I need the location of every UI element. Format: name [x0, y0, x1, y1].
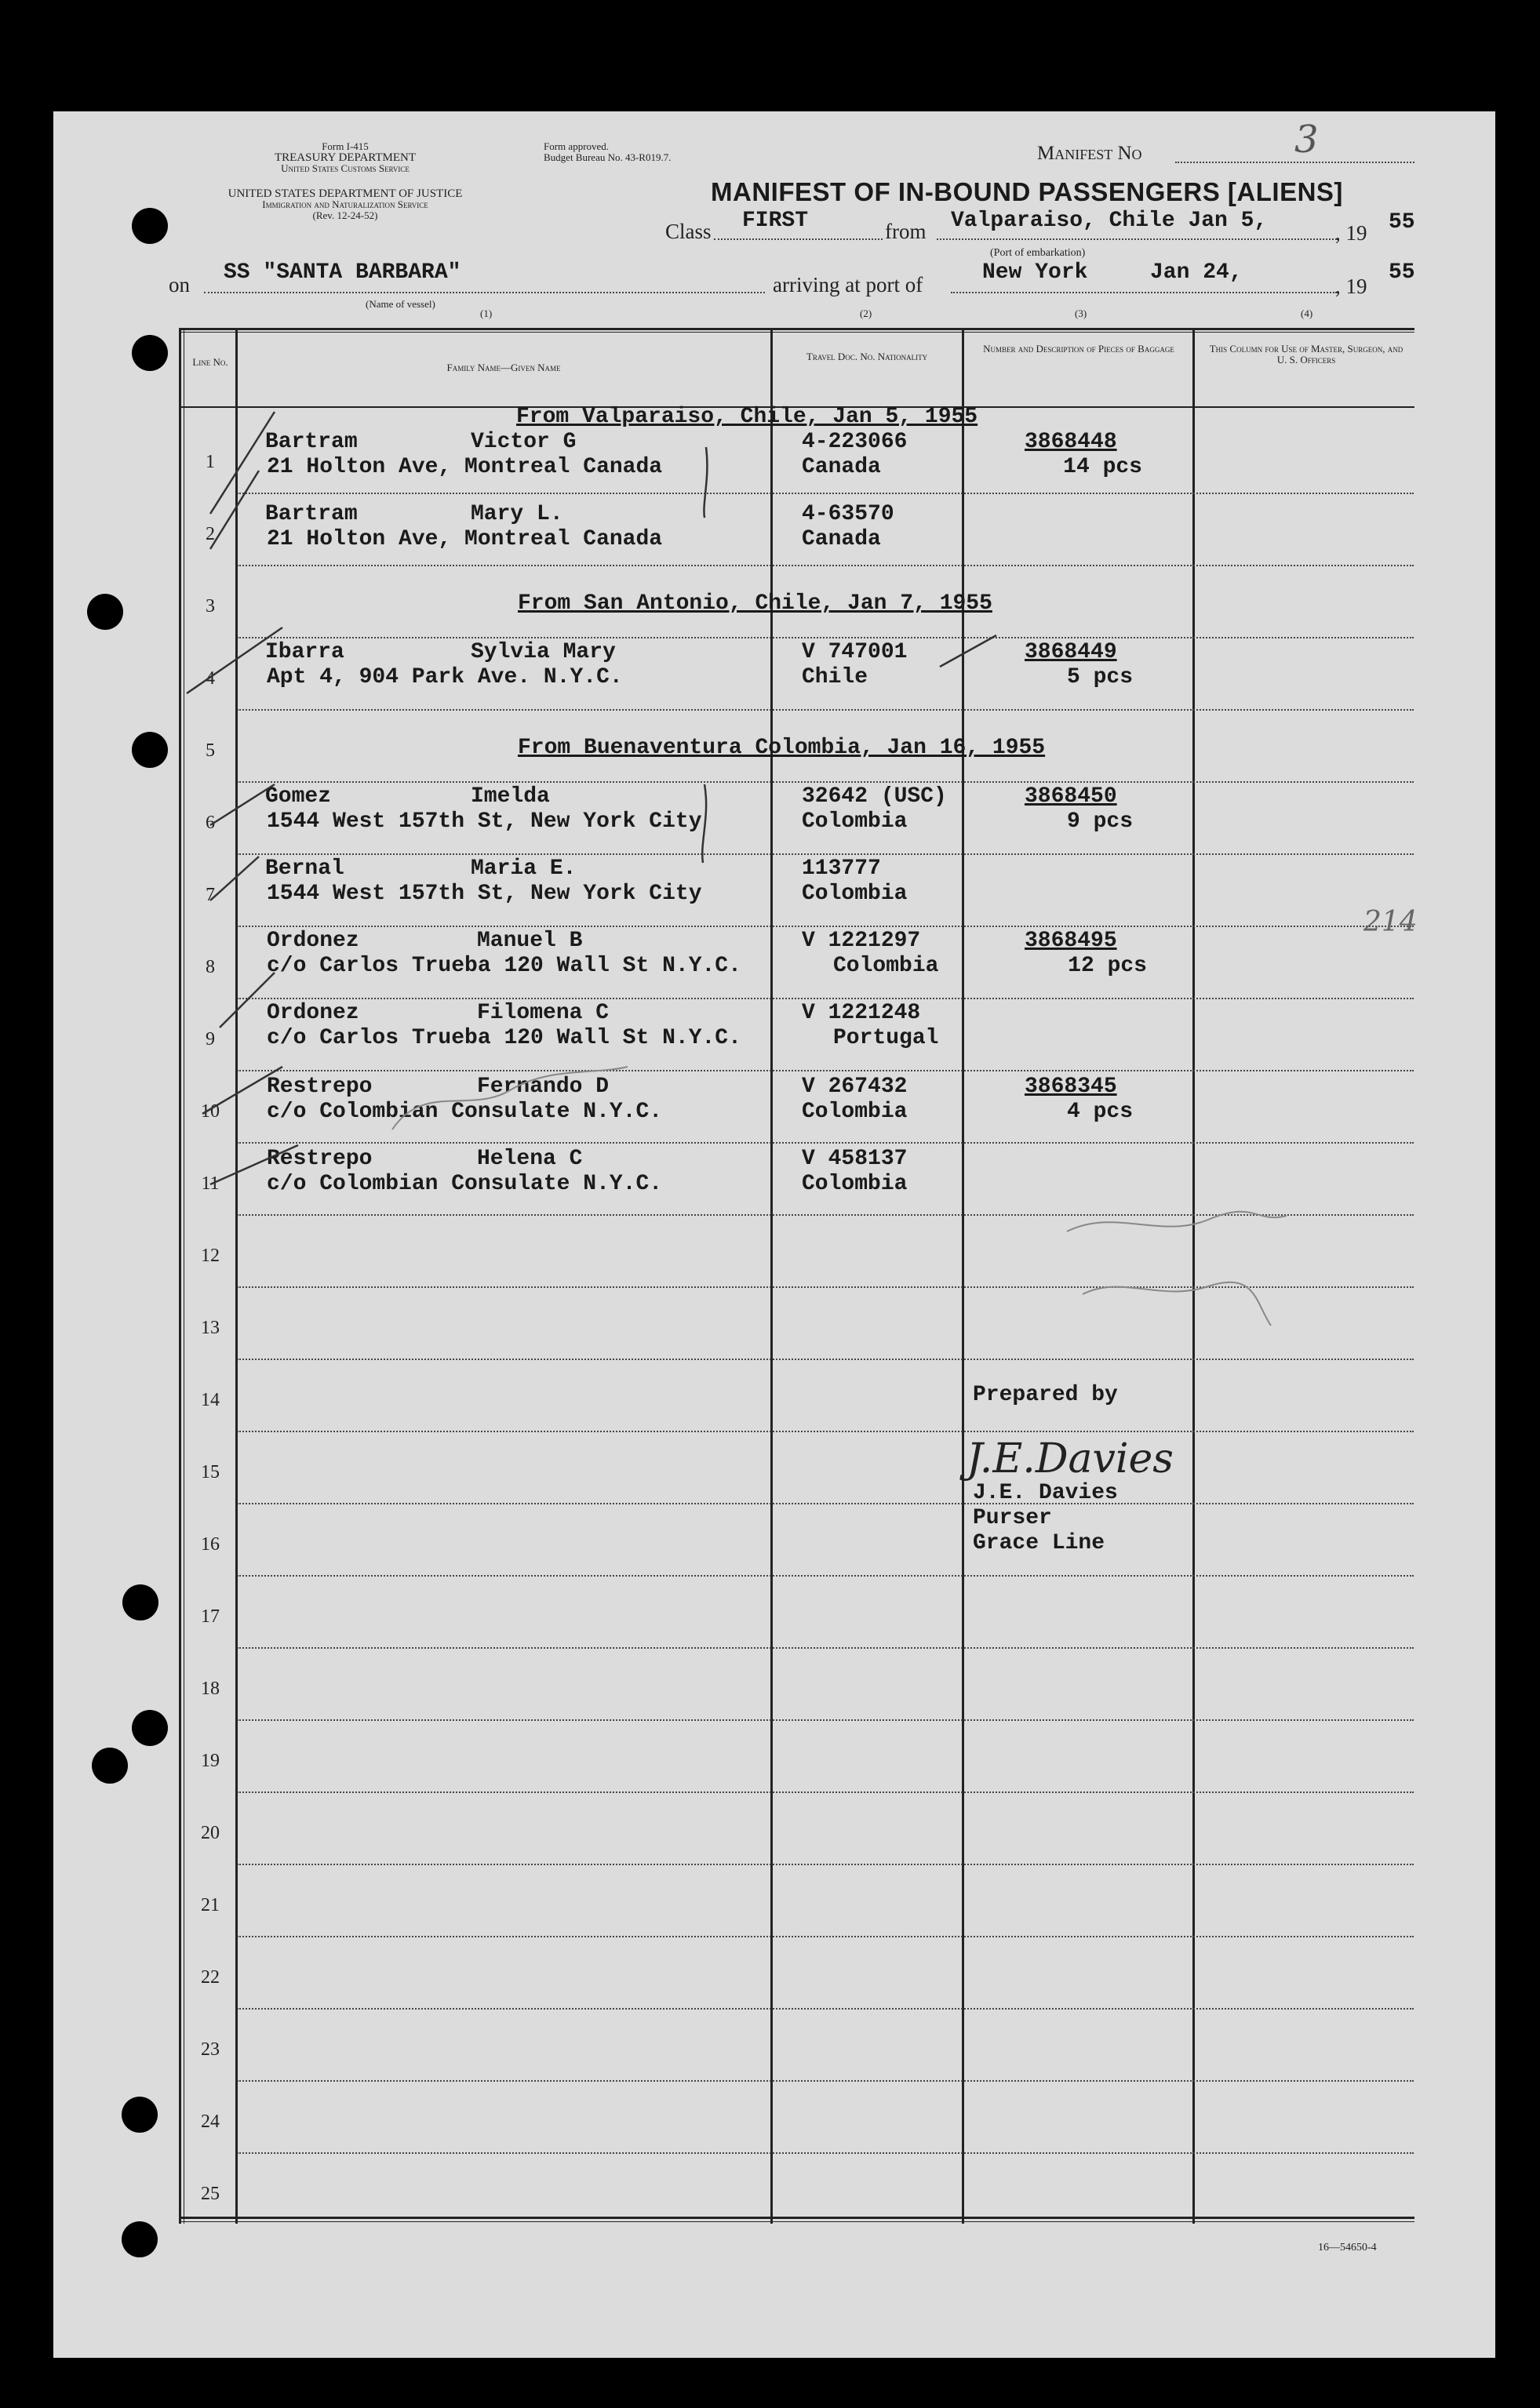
col-header-line-no: Line No.: [192, 356, 228, 368]
travel-doc-no: 113777: [802, 857, 881, 881]
page-title: MANIFEST OF IN-BOUND PASSENGERS [ALIENS]: [711, 177, 1343, 206]
on-label: on: [169, 273, 190, 296]
signature: J.E.Davies: [967, 1435, 1174, 1482]
arrival-year: 55: [1389, 260, 1415, 285]
line-number: 2: [206, 524, 215, 544]
line-number: 9: [206, 1029, 215, 1049]
nationality: Colombia: [802, 809, 908, 834]
address: 21 Holton Ave, Montreal Canada: [267, 455, 663, 479]
line-number: 1: [206, 452, 215, 472]
baggage-pieces: 14 pcs: [1063, 455, 1142, 479]
line-number: 11: [201, 1173, 220, 1194]
col-header-name: Family Name—Given Name: [446, 362, 561, 373]
col-header-baggage: Number and Description of Pieces of Baggage: [983, 343, 1174, 355]
line-number: 8: [206, 957, 215, 977]
given-name: Sylvia Mary: [471, 640, 616, 664]
baggage-no: 3868495: [1025, 929, 1117, 953]
baggage-no: 3868449: [1025, 640, 1117, 664]
line-number: 10: [201, 1101, 220, 1122]
baggage-pieces: 12 pcs: [1068, 954, 1147, 978]
form-number: Form I-415: [322, 140, 369, 152]
col-num-3: (3): [1075, 307, 1087, 319]
line-number: 13: [201, 1318, 220, 1338]
line-number: 12: [201, 1246, 220, 1266]
line-number: 22: [201, 1967, 220, 1988]
travel-doc-no: V 1221248: [802, 1001, 921, 1025]
port-embarkation-note: (Port of embarkation): [990, 247, 1086, 259]
line-number: 24: [201, 2112, 220, 2132]
check-mark: [940, 635, 996, 667]
arrival-date: Jan 24,: [1150, 260, 1243, 285]
preparer-title: Purser: [973, 1506, 1052, 1530]
nationality: Colombia: [802, 1172, 908, 1196]
nationality: Colombia: [802, 882, 908, 906]
check-mark: [702, 784, 706, 863]
travel-doc-no: V 1221297: [802, 929, 921, 953]
line-number: 19: [201, 1751, 220, 1771]
nationality: Colombia: [833, 954, 939, 978]
travel-doc-no: 32642 (USC): [802, 784, 947, 809]
given-name: Victor G: [471, 430, 577, 454]
address: c/o Colombian Consulate N.Y.C.: [267, 1172, 663, 1196]
check-mark: [704, 447, 707, 518]
line-number: 21: [201, 1895, 220, 1915]
embarkation-port: Valparaiso, Chile Jan 5,: [951, 209, 1268, 233]
travel-doc-no: 4-223066: [802, 430, 908, 454]
given-name: Maria E.: [471, 857, 577, 881]
class-label: Class: [665, 220, 712, 243]
line-number: 3: [206, 596, 215, 617]
family-name: Restrepo: [267, 1075, 373, 1099]
arrival-port: New York: [982, 260, 1088, 285]
line-number: 20: [201, 1823, 220, 1843]
prepared-by-label: Prepared by: [973, 1383, 1118, 1407]
col-num-1: (1): [480, 307, 493, 319]
given-name: Imelda: [471, 784, 550, 809]
nationality: Chile: [802, 665, 868, 689]
form-budget: Budget Bureau No. 43-R019.7.: [544, 151, 672, 163]
nationality: Canada: [802, 455, 881, 479]
given-name: Helena C: [477, 1147, 583, 1171]
baggage-pieces: 9 pcs: [1066, 809, 1133, 834]
form-customs: United States Customs Service: [281, 162, 410, 174]
address: 1544 West 157th St, New York City: [267, 882, 702, 906]
family-name: Ibarra: [265, 640, 344, 664]
form-approved: Form approved.: [544, 140, 610, 152]
handwritten-scribble: [392, 1067, 628, 1129]
line-number: 14: [201, 1390, 220, 1410]
check-mark: [210, 1145, 298, 1184]
preparer-name: J.E. Davies: [973, 1481, 1118, 1505]
line-number: 16: [201, 1534, 220, 1555]
line-number: 5: [206, 740, 215, 761]
baggage-no: 3868345: [1025, 1075, 1117, 1099]
check-mark: [187, 627, 282, 693]
arrival-year-prefix: , 19: [1335, 275, 1367, 298]
line-number: 15: [201, 1462, 220, 1482]
family-name: Gomez: [265, 784, 332, 809]
nationality: Canada: [802, 527, 881, 551]
form-dept: TREASURY DEPARTMENT: [274, 151, 417, 164]
travel-doc-no: 4-63570: [802, 502, 894, 526]
col-header-officers: This Column for Use of Master, Surgeon, and U. S. Officers: [1209, 343, 1403, 366]
margin-note: 214: [1363, 906, 1418, 938]
line-number: 25: [201, 2184, 220, 2204]
preparer-company: Grace Line: [973, 1531, 1105, 1555]
given-name: Manuel B: [477, 929, 583, 953]
vessel-note: (Name of vessel): [366, 298, 435, 310]
travel-doc-no: V 458137: [802, 1147, 908, 1171]
line-number: 6: [206, 813, 215, 833]
from-year: 55: [1389, 210, 1415, 235]
handwritten-scribble: [1083, 1282, 1271, 1326]
travel-doc-no: V 267432: [802, 1075, 908, 1099]
address: Apt 4, 904 Park Ave. N.Y.C.: [267, 665, 623, 689]
family-name: Bartram: [265, 502, 358, 526]
from-year-prefix: , 19: [1335, 221, 1367, 245]
line-number: 18: [201, 1679, 220, 1699]
section-heading: From Buenaventura Colombia, Jan 16, 1955: [518, 736, 1046, 760]
given-name: Fernando D: [477, 1075, 610, 1099]
baggage-no: 3868448: [1025, 430, 1117, 454]
address: 21 Holton Ave, Montreal Canada: [267, 527, 663, 551]
family-name: Restrepo: [267, 1147, 373, 1171]
nationality: Portugal: [833, 1026, 939, 1050]
section-heading: From San Antonio, Chile, Jan 7, 1955: [518, 591, 992, 616]
given-name: Filomena C: [477, 1001, 610, 1025]
baggage-pieces: 4 pcs: [1066, 1100, 1133, 1124]
check-mark: [210, 784, 275, 825]
check-mark: [202, 1067, 282, 1114]
manifest-no-value: 3: [1294, 118, 1319, 162]
manifest-no-label: Manifest No: [1037, 143, 1142, 164]
line-number: 23: [201, 2039, 220, 2060]
check-mark: [220, 973, 275, 1028]
form-rev: (Rev. 12-24-52): [312, 209, 378, 221]
given-name: Mary L.: [471, 502, 563, 526]
form-justice: UNITED STATES DEPARTMENT OF JUSTICE: [228, 187, 463, 200]
address: 1544 West 157th St, New York City: [267, 809, 702, 834]
address: c/o Colombian Consulate N.Y.C.: [267, 1100, 663, 1124]
handwritten-scribble: [1067, 1212, 1287, 1231]
family-name: Bartram: [265, 430, 358, 454]
check-mark: [210, 471, 259, 549]
baggage-pieces: 5 pcs: [1066, 665, 1133, 689]
travel-doc-no: V 747001: [802, 640, 908, 664]
from-label: from: [885, 220, 927, 243]
line-number: 4: [206, 668, 215, 689]
address: c/o Carlos Trueba 120 Wall St N.Y.C.: [267, 1026, 741, 1050]
baggage-no: 3868450: [1025, 784, 1117, 809]
address: c/o Carlos Trueba 120 Wall St N.Y.C.: [267, 954, 741, 978]
form-footer-code: 16—54650-4: [1318, 2242, 1377, 2253]
vessel-name: SS "SANTA BARBARA": [224, 260, 461, 285]
arriving-label: arriving at port of: [773, 273, 923, 296]
col-num-4: (4): [1301, 307, 1313, 319]
class-value: FIRST: [742, 209, 809, 233]
nationality: Colombia: [802, 1100, 908, 1124]
section-heading: From Valparaiso, Chile, Jan 5, 1955: [516, 405, 978, 429]
family-name: Bernal: [265, 857, 344, 881]
form-ins: Immigration and Naturalization Service: [262, 198, 428, 210]
col-header-travel-doc: Travel Doc. No. Nationality: [806, 351, 928, 362]
col-num-2: (2): [860, 307, 872, 319]
line-number: 7: [206, 885, 215, 905]
family-name: Ordonez: [267, 929, 359, 953]
family-name: Ordonez: [267, 1001, 359, 1025]
line-number: 17: [201, 1606, 220, 1627]
check-mark: [210, 857, 259, 900]
